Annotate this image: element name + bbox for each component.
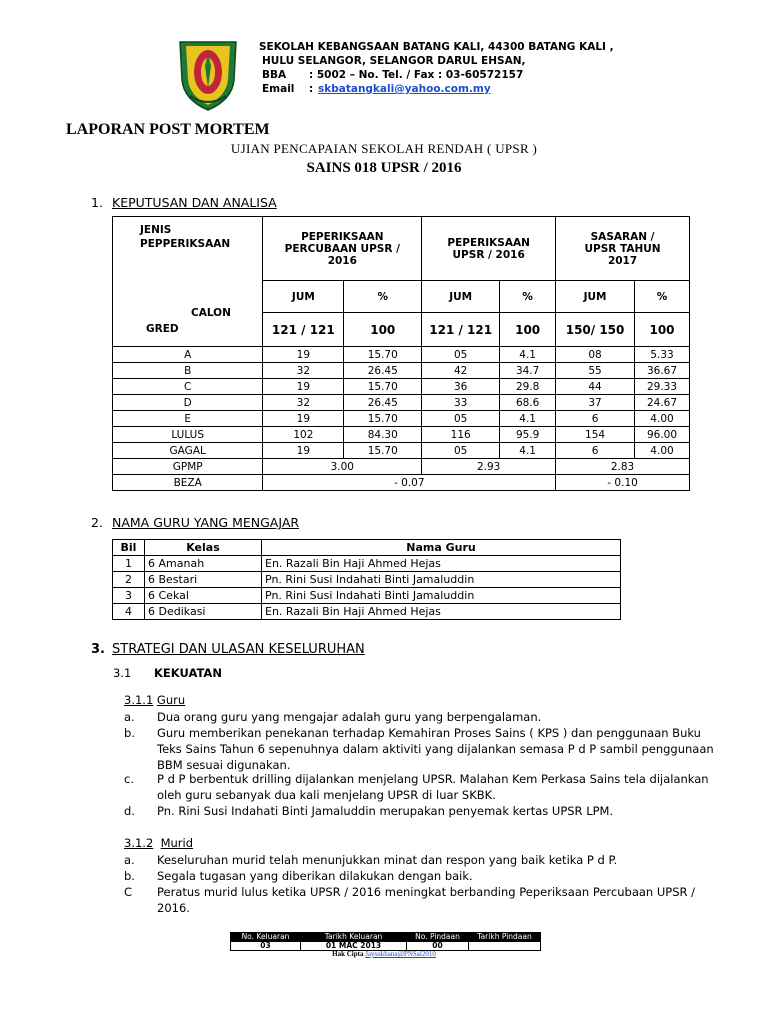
list-text: Dua orang guru yang mengajar adalah guru yang berpengalaman. <box>157 710 542 724</box>
footer-header: Tarikh Keluaran <box>301 933 407 942</box>
school-name-line: SEKOLAH KEBANGSAAN BATANG KALI, 44300 BATANG KALI , <box>259 41 614 53</box>
grade-value: 33 <box>422 395 500 411</box>
col-sasaran-title: SASARAN / UPSR TAHUN 2017 <box>556 217 690 281</box>
gpmp-label: GPMP <box>113 459 263 475</box>
murid-label-number: 3.1.2 <box>124 836 154 850</box>
grade-value: 15.70 <box>344 411 422 427</box>
list-item <box>124 868 724 884</box>
grade-value: 102 <box>263 427 344 443</box>
grade-label: B <box>113 363 263 379</box>
grade-value: 05 <box>422 411 500 427</box>
grade-value: 4.1 <box>500 347 556 363</box>
results-table <box>112 216 690 491</box>
grade-row <box>113 347 690 363</box>
grade-value: 29.8 <box>500 379 556 395</box>
list-marker: a. <box>124 853 135 867</box>
grade-value: 4.1 <box>500 443 556 459</box>
list-marker: b. <box>124 726 135 740</box>
grade-value: 6 <box>556 443 635 459</box>
section-1-title: KEPUTUSAN DAN ANALISA <box>112 195 277 210</box>
grade-value: 84.30 <box>344 427 422 443</box>
table-corner-cell <box>113 217 263 347</box>
email-separator: : <box>309 83 314 95</box>
section-1-number: 1. <box>91 195 103 210</box>
grade-value: 42 <box>422 363 500 379</box>
grade-value: 5.33 <box>635 347 690 363</box>
list-text: Segala tugasan yang diberikan dilakukan dengan baik. <box>157 869 473 883</box>
list-marker: d. <box>124 804 135 818</box>
grade-label: A <box>113 347 263 363</box>
header-nama-guru: Nama Guru <box>262 540 621 556</box>
grade-row <box>113 395 690 411</box>
grade-value: 26.45 <box>344 395 422 411</box>
grade-value: 15.70 <box>344 347 422 363</box>
beza-value: - 0.07 <box>263 475 556 491</box>
grade-label: LULUS <box>113 427 263 443</box>
document-info-table <box>230 932 541 951</box>
grade-value: 29.33 <box>635 379 690 395</box>
grade-value: 26.45 <box>344 363 422 379</box>
list-text: P d P berbentuk drilling dijalankan menjelang UPSR. Malahan Kem Perkasa Sains tela dijalankan oleh guru sebanyak dua kali menjelang UPSR di luar SKBK. <box>157 772 709 802</box>
subsection-3-1 <box>113 666 222 680</box>
grade-row <box>113 363 690 379</box>
teacher-row <box>113 556 621 572</box>
murid-label <box>124 836 193 850</box>
section-2-title: NAMA GURU YANG MENGAJAR <box>112 515 300 530</box>
corner-calon: CALON <box>191 307 231 319</box>
gpmp-value: 2.83 <box>556 459 690 475</box>
subject-title: SAINS 018 UPSR / 2016 <box>306 160 462 176</box>
grade-value: 4.00 <box>635 411 690 427</box>
grade-label: C <box>113 379 263 395</box>
list-marker: b. <box>124 869 135 883</box>
grade-value: 19 <box>263 379 344 395</box>
section-2-heading <box>91 515 300 530</box>
jum-label: JUM <box>422 281 500 313</box>
calon-count: 121 / 121 <box>422 313 500 347</box>
grade-value: 32 <box>263 395 344 411</box>
teacher-row <box>113 588 621 604</box>
list-item <box>124 803 724 819</box>
beza-value: - 0.10 <box>556 475 690 491</box>
guru-label <box>124 693 185 707</box>
section-1-heading <box>91 195 277 210</box>
row-bil: 4 <box>113 604 145 620</box>
calon-count: 150/ 150 <box>556 313 635 347</box>
subsection-number: 3.1 <box>113 666 132 680</box>
section-2-number: 2. <box>91 515 103 530</box>
guru-label-text: Guru <box>156 693 186 707</box>
list-item <box>124 852 724 868</box>
murid-label-text: Murid <box>160 836 194 850</box>
school-address-line: HULU SELANGOR, SELANGOR DARUL EHSAN, <box>262 55 526 67</box>
grade-value: 19 <box>263 347 344 363</box>
row-kelas: 6 Amanah <box>145 556 262 572</box>
grade-value: 116 <box>422 427 500 443</box>
calon-pct: 100 <box>344 313 422 347</box>
copyright-line <box>0 950 768 958</box>
grade-row <box>113 379 690 395</box>
list-marker: c. <box>124 772 134 786</box>
pct-label: % <box>500 281 556 313</box>
grade-value: 32 <box>263 363 344 379</box>
gpmp-value: 3.00 <box>263 459 422 475</box>
col-percubaan-title: PEPERIKSAAN PERCUBAAN UPSR / 2016 <box>263 217 422 281</box>
page-title: LAPORAN POST MORTEM <box>66 121 270 138</box>
grade-label: E <box>113 411 263 427</box>
grade-row <box>113 427 690 443</box>
grade-value: 96.00 <box>635 427 690 443</box>
grade-value: 19 <box>263 443 344 459</box>
grade-value: 4.1 <box>500 411 556 427</box>
footer-header: Tarikh Pindaan <box>469 933 541 942</box>
row-nama-guru: Pn. Rini Susi Indahati Binti Jamaluddin <box>262 588 621 604</box>
subsection-title: KEKUATAN <box>154 666 222 680</box>
section-3-title: STRATEGI DAN ULASAN KESELURUHAN <box>112 642 365 657</box>
grade-row <box>113 443 690 459</box>
list-item <box>124 725 724 771</box>
grade-value: 37 <box>556 395 635 411</box>
list-item <box>124 884 724 916</box>
col-upsr-title: PEPERIKSAAN UPSR / 2016 <box>422 217 556 281</box>
row-kelas: 6 Dedikasi <box>145 604 262 620</box>
bba-label: BBA <box>262 69 287 81</box>
bba-value: : 5002 – No. Tel. / Fax : 03-60572157 <box>309 69 524 81</box>
section-3-heading <box>91 642 365 657</box>
jum-label: JUM <box>263 281 344 313</box>
grade-value: 24.67 <box>635 395 690 411</box>
row-bil: 1 <box>113 556 145 572</box>
header-kelas: Kelas <box>145 540 262 556</box>
guru-label-number: 3.1.1 <box>124 693 154 707</box>
section-3-number: 3. <box>91 642 105 657</box>
list-item <box>124 771 724 803</box>
list-text: Peratus murid lulus ketika UPSR / 2016 meningkat berbanding Peperiksaan Percubaan UPSR / 2016. <box>157 885 696 915</box>
grade-value: 154 <box>556 427 635 443</box>
grade-value: 36.67 <box>635 363 690 379</box>
jum-label: JUM <box>556 281 635 313</box>
row-kelas: 6 Bestari <box>145 572 262 588</box>
grade-value: 08 <box>556 347 635 363</box>
school-logo <box>176 36 240 112</box>
copyright-value[interactable]: Jaysukhana@PNSal2010 <box>365 950 436 958</box>
row-nama-guru: Pn. Rini Susi Indahati Binti Jamaluddin <box>262 572 621 588</box>
grade-row <box>113 411 690 427</box>
list-marker: a. <box>124 710 135 724</box>
school-email-line <box>262 82 491 96</box>
teacher-row <box>113 604 621 620</box>
calon-pct: 100 <box>500 313 556 347</box>
grade-value: 15.70 <box>344 379 422 395</box>
corner-gred: GRED <box>146 323 179 335</box>
pct-label: % <box>635 281 690 313</box>
row-nama-guru: En. Razali Bin Haji Ahmed Hejas <box>262 556 621 572</box>
footer-header: No. Keluaran <box>231 933 301 942</box>
exam-subtitle: UJIAN PENCAPAIAN SEKOLAH RENDAH ( UPSR ) <box>230 141 538 156</box>
row-bil: 3 <box>113 588 145 604</box>
grade-value: 05 <box>422 347 500 363</box>
list-text: Guru memberikan penekanan terhadap Kemahiran Proses Sains ( KPS ) dan penggunaan Buku Teks Sains Tahun 6 sepenuhnya dalam aktiviti yang dijalankan semasa P d P sambil penggunaan BBM sesuai digunakan. <box>157 726 714 772</box>
list-marker: C <box>124 885 133 899</box>
grade-value: 05 <box>422 443 500 459</box>
grade-value: 6 <box>556 411 635 427</box>
grade-value: 44 <box>556 379 635 395</box>
footer-value: 01 MAC 2013 <box>301 942 407 951</box>
grade-value: 55 <box>556 363 635 379</box>
list-text: Keseluruhan murid telah menunjukkan minat dan respon yang baik ketika P d P. <box>157 853 618 867</box>
teacher-table <box>112 539 621 620</box>
grade-value: 19 <box>263 411 344 427</box>
email-label: Email <box>262 83 295 95</box>
footer-value: 00 <box>407 942 469 951</box>
gpmp-value: 2.93 <box>422 459 556 475</box>
list-text: Pn. Rini Susi Indahati Binti Jamaluddin merupakan penyemak kertas UPSR LPM. <box>157 804 614 818</box>
school-phone-line <box>262 68 524 82</box>
pct-label: % <box>344 281 422 313</box>
email-link[interactable]: skbatangkali@yahoo.com.my <box>318 83 491 95</box>
corner-labels <box>118 223 266 343</box>
footer-value: 03 <box>231 942 301 951</box>
grade-label: D <box>113 395 263 411</box>
grade-value: 68.6 <box>500 395 556 411</box>
list-item <box>124 709 724 725</box>
header-bil: Bil <box>113 540 145 556</box>
teacher-row <box>113 572 621 588</box>
calon-pct: 100 <box>635 313 690 347</box>
grade-value: 34.7 <box>500 363 556 379</box>
row-nama-guru: En. Razali Bin Haji Ahmed Hejas <box>262 604 621 620</box>
grade-label: GAGAL <box>113 443 263 459</box>
row-kelas: 6 Cekal <box>145 588 262 604</box>
copyright-label: Hak Cipta <box>332 950 364 958</box>
grade-value: 36 <box>422 379 500 395</box>
grade-value: 95.9 <box>500 427 556 443</box>
grade-value: 4.00 <box>635 443 690 459</box>
grade-value: 15.70 <box>344 443 422 459</box>
footer-header: No. Pindaan <box>407 933 469 942</box>
beza-label: BEZA <box>113 475 263 491</box>
row-bil: 2 <box>113 572 145 588</box>
calon-count: 121 / 121 <box>263 313 344 347</box>
corner-jenis: JENIS PEPPERIKSAAN <box>140 224 231 250</box>
